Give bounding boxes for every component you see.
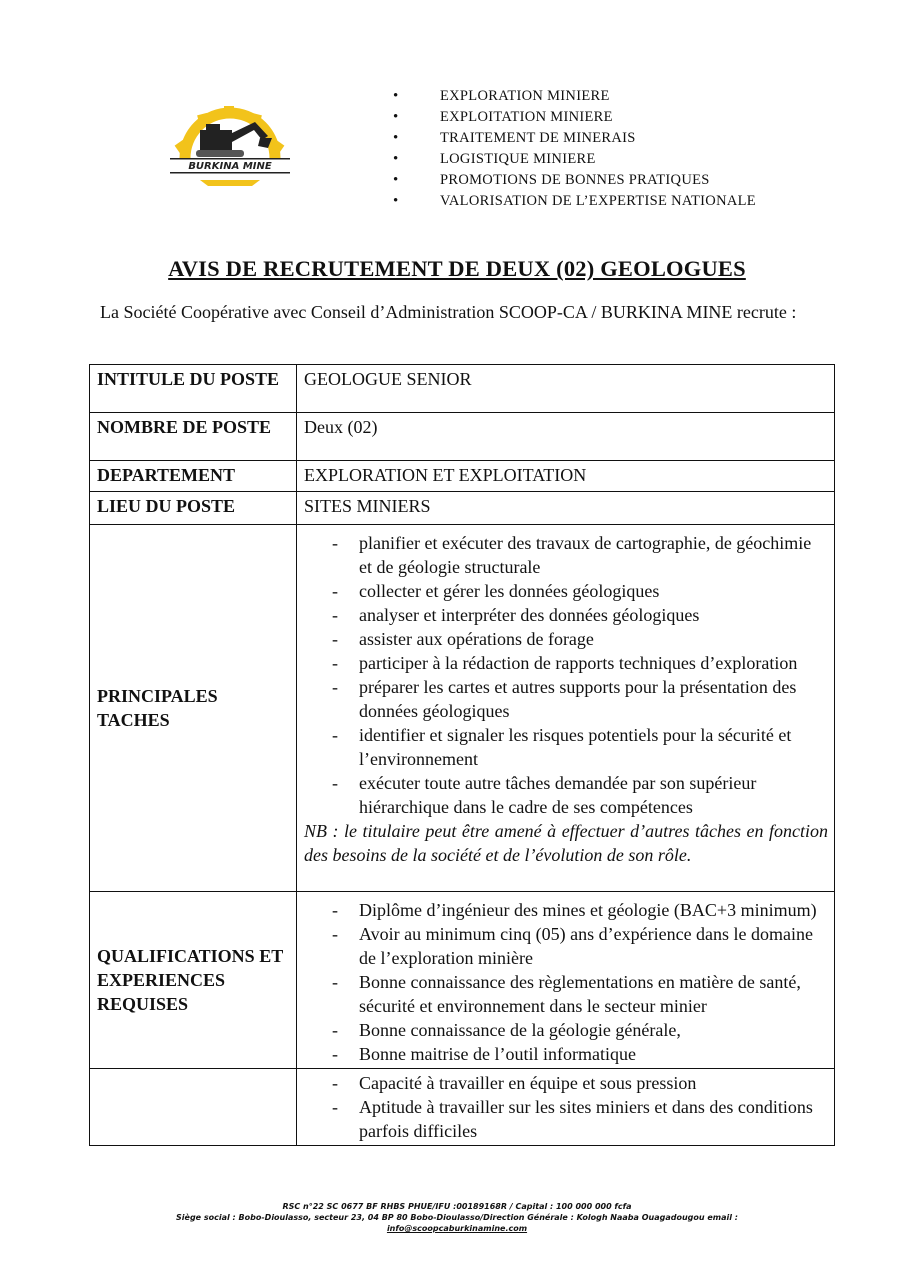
list-item: - planifier et exécuter des travaux de cartographie, de géochimie et de géologie structurale (304, 531, 828, 579)
footer-registration: RSC n°22 SC 0677 BF RHBS PHUE/IFU :00189168R / Capital : 100 000 000 fcfa (282, 1202, 632, 1211)
list-item: - Bonne connaissance de la géologie générale, (304, 1018, 828, 1042)
list-item: - Bonne connaissance des règlementations en matière de santé, sécurité et environnement dans le secteur minier (304, 970, 828, 1018)
burkina-mine-logo (160, 100, 300, 190)
row-label-taches: PRINCIPALES TACHES (90, 525, 297, 892)
row-label-aptitudes (90, 1069, 297, 1146)
job-table (89, 364, 835, 1146)
footer-email-link[interactable]: info@scoopcaburkinamine.com (386, 1224, 528, 1233)
list-item: - exécuter toute autre tâches demandée par son supérieur hiérarchique dans le cadre de ses compétences (304, 771, 828, 819)
footer-address: Siège social : Bobo-Dioulasso, secteur 23, 04 BP 80 Bobo-Dioulasso/Direction Générale : Kologh Naaba Ouagadougou email : (176, 1213, 738, 1222)
list-item: - collecter et gérer les données géologiques (304, 579, 828, 603)
activity-item: • EXPLORATION MINIERE (385, 86, 756, 107)
list-item: - Bonne maitrise de l’outil informatique (304, 1042, 828, 1066)
nb-note: NB : le titulaire peut être amené à effectuer d’autres tâches en fonction des besoins de la société et de l’évolution de son rôle. (304, 821, 828, 865)
page-title: AVIS DE RECRUTEMENT DE DEUX (02) GEOLOGUES (168, 256, 746, 281)
row-label-departement: DEPARTEMENT (90, 461, 297, 492)
list-item: - participer à la rédaction de rapports techniques d’exploration (304, 651, 828, 675)
list-item: - Diplôme d’ingénieur des mines et géologie (BAC+3 minimum) (304, 898, 828, 922)
table-row (90, 492, 835, 525)
list-item: - Aptitude à travailler sur les sites miniers et dans des conditions parfois difficiles (304, 1095, 828, 1143)
activities-list (385, 86, 756, 212)
row-value-intitule: GEOLOGUE SENIOR (297, 365, 835, 413)
intro-text: La Société Coopérative avec Conseil d’Administration SCOOP-CA / BURKINA MINE recrute : (100, 302, 797, 322)
list-item: - préparer les cartes et autres supports pour la présentation des données géologiques (304, 675, 828, 723)
row-value-taches (297, 525, 835, 892)
list-item: - identifier et signaler les risques potentiels pour la sécurité et l’environnement (304, 723, 828, 771)
row-value-lieu: SITES MINIERS (297, 492, 835, 525)
row-value-aptitudes (297, 1069, 835, 1146)
list-item: - Avoir au minimum cinq (05) ans d’expérience dans le domaine de l’exploration minière (304, 922, 828, 970)
row-label-qualifications: QUALIFICATIONS ET EXPERIENCES REQUISES (90, 892, 297, 1069)
taches-list (304, 527, 828, 819)
logo-text: BURKINA MINE (188, 161, 272, 172)
table-row (90, 413, 835, 461)
activity-item: • EXPLOITATION MINIERE (385, 107, 756, 128)
activity-item: • TRAITEMENT DE MINERAIS (385, 128, 756, 149)
row-label-nombre: NOMBRE DE POSTE (90, 413, 297, 461)
row-label-intitule: INTITULE DU POSTE (90, 365, 297, 413)
aptitudes-list (304, 1071, 828, 1143)
activity-item: • LOGISTIQUE MINIERE (385, 149, 756, 170)
row-value-qualifications (297, 892, 835, 1069)
table-row (90, 1069, 835, 1146)
qualifications-list (304, 894, 828, 1066)
list-item: - assister aux opérations de forage (304, 627, 828, 651)
activity-item: • PROMOTIONS DE BONNES PRATIQUES (385, 170, 756, 191)
row-value-departement: EXPLORATION ET EXPLOITATION (297, 461, 835, 492)
table-row (90, 525, 835, 892)
table-row (90, 365, 835, 413)
activity-item: • VALORISATION DE L’EXPERTISE NATIONALE (385, 191, 756, 212)
row-label-lieu: LIEU DU POSTE (90, 492, 297, 525)
row-value-nombre: Deux (02) (297, 413, 835, 461)
table-row (90, 892, 835, 1069)
list-item: - analyser et interpréter des données géologiques (304, 603, 828, 627)
table-row (90, 461, 835, 492)
list-item: - Capacité à travailler en équipe et sous pression (304, 1071, 828, 1095)
footer (0, 1201, 914, 1234)
